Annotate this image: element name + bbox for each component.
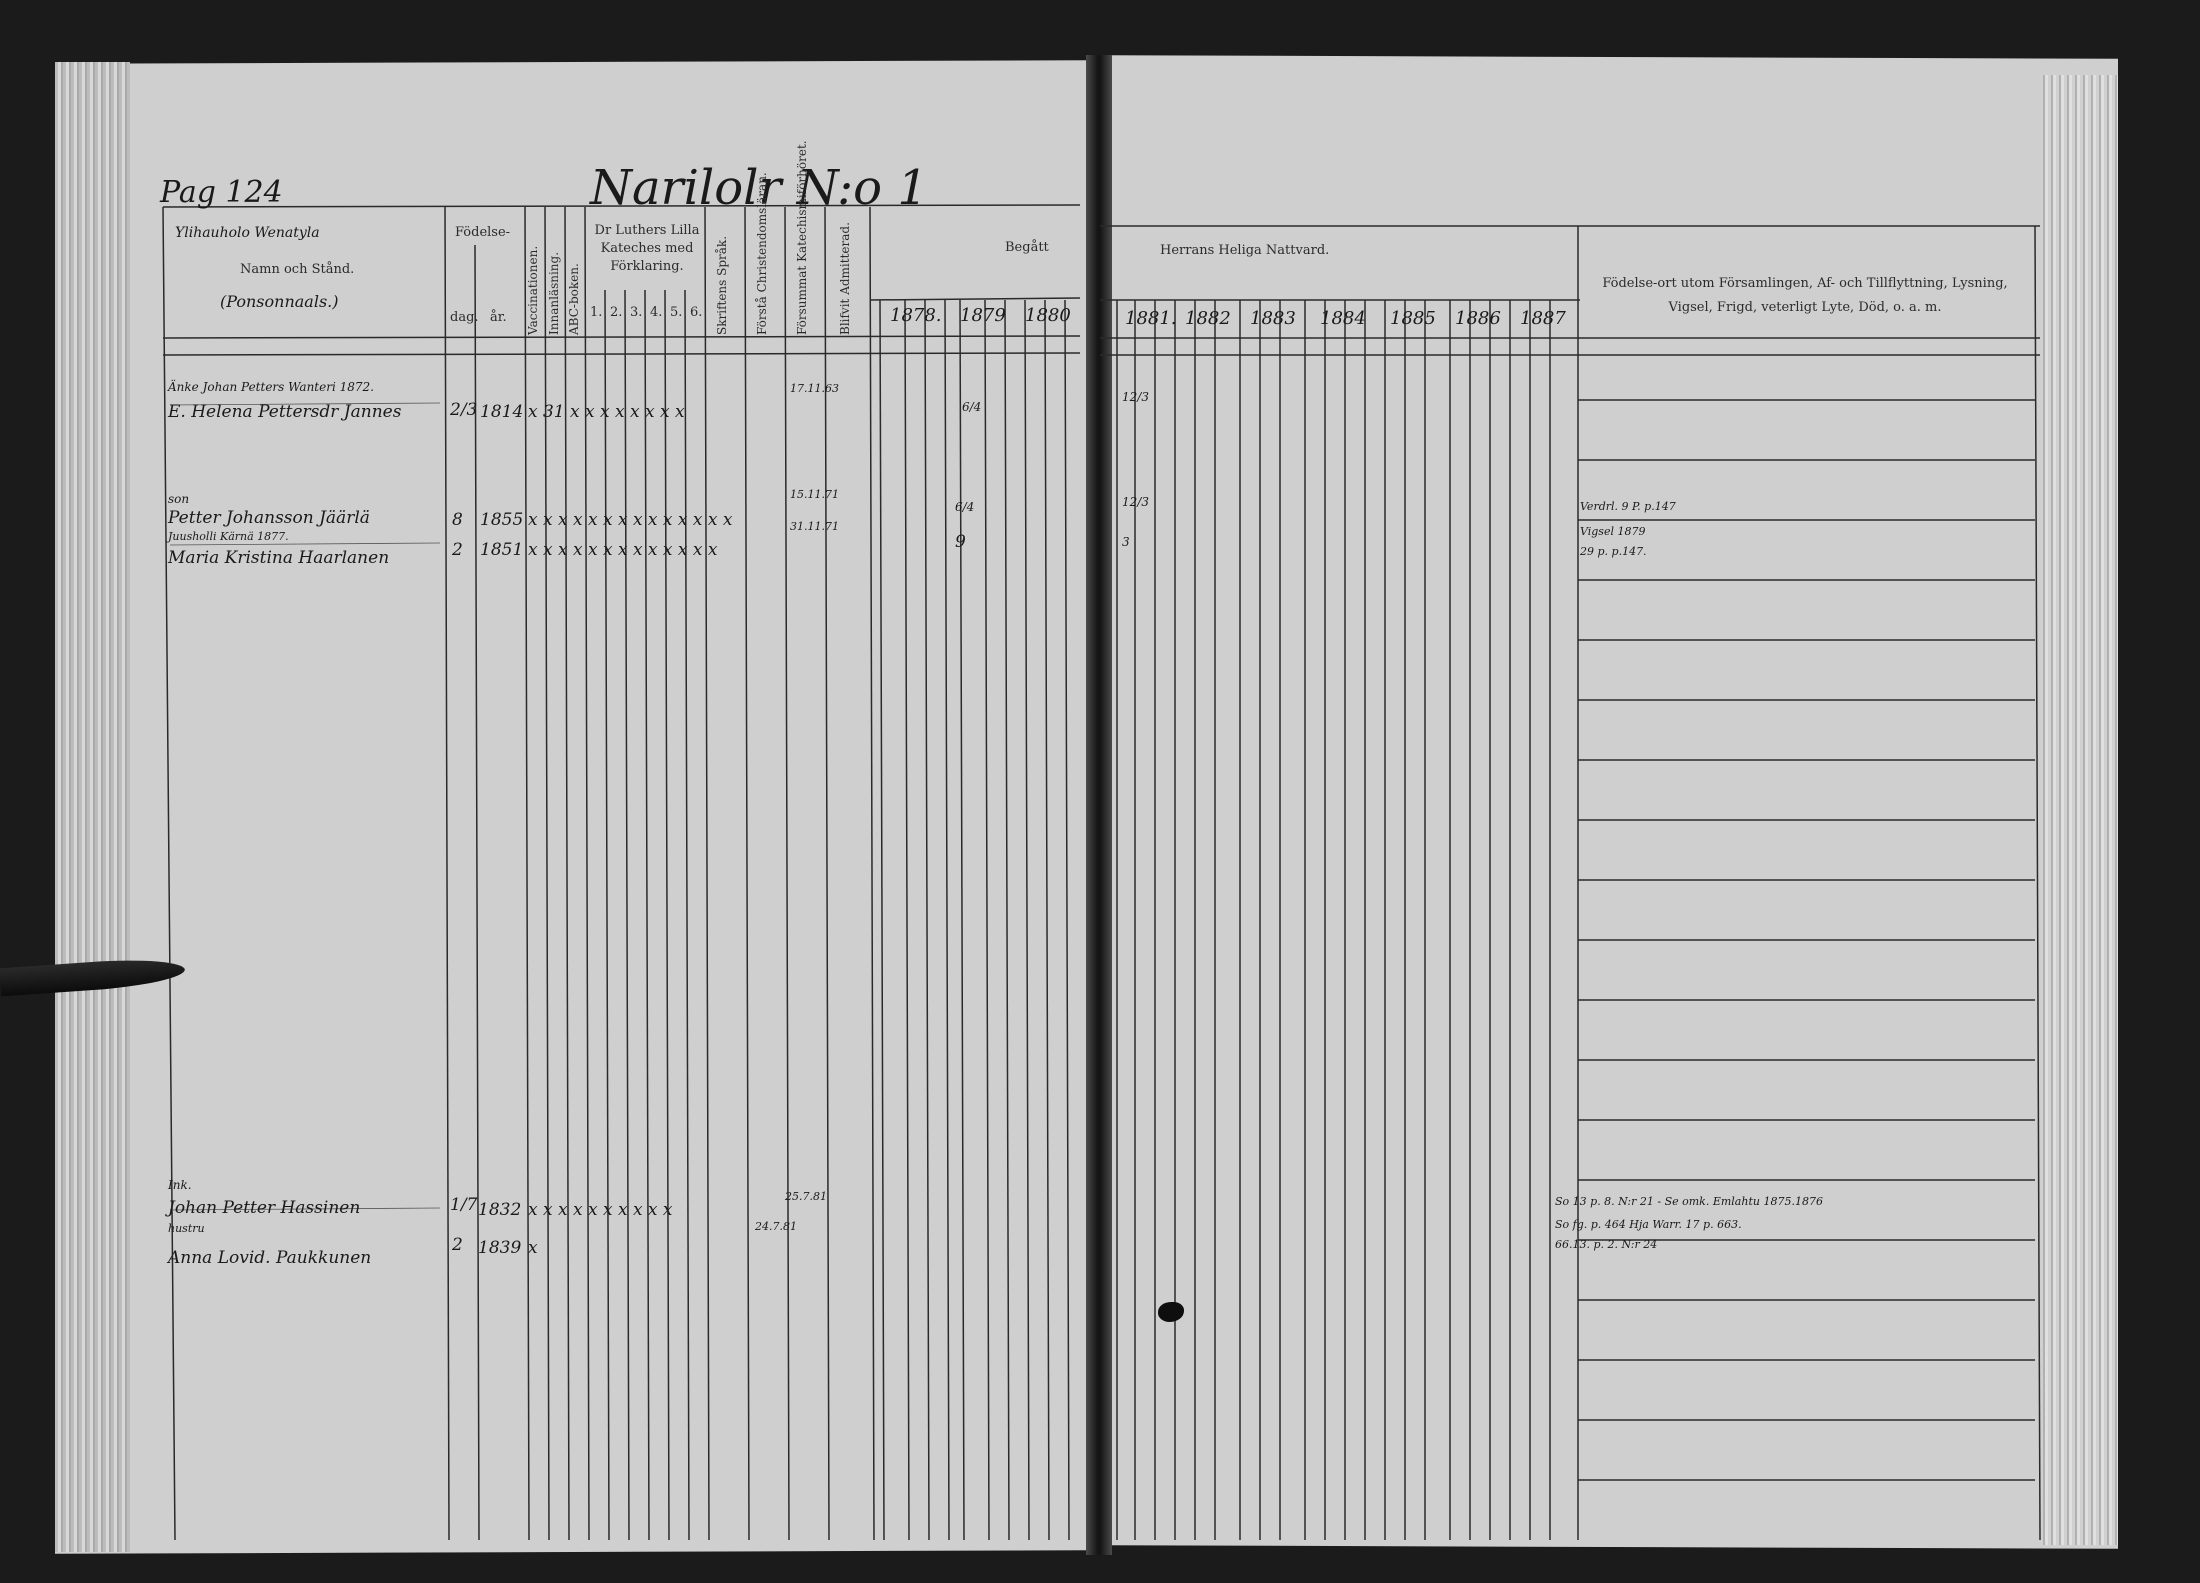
entry-1879: 6/4 [955, 500, 975, 514]
village-title: Narilolr N:o 1 [590, 160, 928, 216]
entry-admitted: 31.11.71 [790, 520, 839, 533]
entry-year: 1851 [480, 540, 524, 560]
entry-admitted: 25.7.81 [785, 1190, 827, 1203]
year-1886: 1886 [1455, 308, 1501, 329]
col-header-vaccination: Vaccinationen. [526, 245, 540, 335]
luther-subcol-3: 3. [630, 305, 643, 320]
col-header-skrift: Skriftens Språk. [715, 235, 729, 335]
entry-marks: x 31 x x x x x x x x [528, 402, 685, 422]
col-header-abc: ABC-boken. [567, 263, 581, 335]
entry-day: 2 [452, 1235, 463, 1255]
entry-remark: So fg. p. 464 Hja Warr. 17 p. 663. [1555, 1218, 1742, 1231]
col-header-nattvard: Herrans Heliga Nattvard. [1160, 243, 1330, 258]
entry-year: 1839 [478, 1238, 522, 1258]
entry-remark: So 13 p. 8. N:r 21 - Se omk. Emlahtu 1875.1876 [1555, 1195, 1823, 1208]
luther-subcol-5: 5. [670, 305, 683, 320]
entry-remark-2: 29 p. p.147. [1580, 545, 1647, 558]
entry-year: 1814 [480, 402, 524, 422]
entry-relation: son [168, 492, 190, 506]
luther-subcol-2: 2. [610, 305, 623, 320]
col-header-begatt: Begått [1005, 240, 1049, 255]
entry-name: Johan Petter Hassinen [168, 1198, 361, 1218]
entry-1881: 12/3 [1122, 390, 1149, 404]
col-header-name: Namn och Stånd. [240, 262, 355, 277]
entry-marks: x [528, 1238, 538, 1258]
header-scribble: Ylihauholo Wenatyla [175, 225, 320, 241]
luther-subcol-4: 4. [650, 305, 663, 320]
year-1878: 1878. [890, 305, 942, 326]
entry-marks: x x x x x x x x x x x x x x [528, 510, 733, 530]
col-header-innanlasning: Innanläsning. [547, 251, 561, 335]
entry-relation: Änke Johan Petters Wanteri 1872. [168, 380, 374, 394]
year-1882: 1882 [1185, 308, 1231, 329]
luther-subcol-1: 1. [590, 305, 603, 320]
entry-relation: Ink. [168, 1178, 192, 1192]
year-1887: 1887 [1520, 308, 1566, 329]
col-header-forsummat: Försummat Katechismiförhöret. [795, 140, 809, 335]
year-1881: 1881. [1125, 308, 1177, 329]
entry-day: 1/7 [450, 1195, 478, 1215]
entry-remark-2: 66.13. p. 2. N:r 24 [1555, 1238, 1658, 1251]
col-header-blifvit: Blifvit Admitterad. [838, 222, 852, 335]
entry-1879: 6/4 [962, 400, 982, 414]
year-1883: 1883 [1250, 308, 1296, 329]
entry-day: 8 [452, 510, 463, 530]
entry-admitted: 17.11.63 [790, 382, 839, 395]
col-header-ar: år. [490, 310, 507, 325]
col-header-luther: Dr Luthers Lilla Kateches med Förklaring. [594, 223, 700, 274]
entry-1881: 3 [1122, 535, 1130, 549]
entry-1881: 12/3 [1122, 495, 1149, 509]
col-header-fodelse: Födelse- [455, 225, 511, 240]
entry-day: 2 [452, 540, 463, 560]
year-1884: 1884 [1320, 308, 1366, 329]
page-number: Pag 124 [160, 175, 283, 210]
entry-year: 1832 [478, 1200, 522, 1220]
entry-remark: Verdrl. 9 P. p.147 [1580, 500, 1676, 513]
entry-line2: Juusholli Kärnä 1877. [168, 530, 289, 543]
col-header-remarks: Födelse-ort utom Församlingen, Af- och Tillflyttning, Lysning, Vigsel, Frigd, veterligt Lyte, Död, o. a. m. [1602, 276, 2008, 315]
year-1885: 1885 [1390, 308, 1436, 329]
entry-marks: x x x x x x x x x x x x x [528, 540, 718, 560]
year-1880: 1880 [1025, 305, 1071, 326]
entry-marks: x x x x x x x x x x [528, 1200, 673, 1220]
entry-year: 1855 [480, 510, 524, 530]
entry-name: Anna Lovid. Paukkunen [168, 1248, 372, 1268]
entry-day: 2/3 [450, 400, 478, 420]
entry-remark: Vigsel 1879 [1580, 525, 1646, 538]
col-header-name-sub: (Ponsonnaals.) [220, 292, 339, 311]
entry-line2: hustru [168, 1222, 205, 1235]
entry-name: Petter Johansson Jäärlä [168, 508, 370, 528]
entry-1879: 9 [955, 532, 966, 552]
col-header-dag: dag. [450, 310, 479, 325]
luther-subcol-6: 6. [690, 305, 703, 320]
entry-name: E. Helena Pettersdr Jannes [168, 402, 402, 422]
entry-admitted: 15.11.71 [790, 488, 839, 501]
entry-admitted: 24.7.81 [755, 1220, 797, 1233]
year-1879: 1879 [960, 305, 1006, 326]
col-header-christendom: Förstå Christendomsläran. [755, 172, 769, 335]
entry-name: Maria Kristina Haarlanen [168, 548, 390, 568]
